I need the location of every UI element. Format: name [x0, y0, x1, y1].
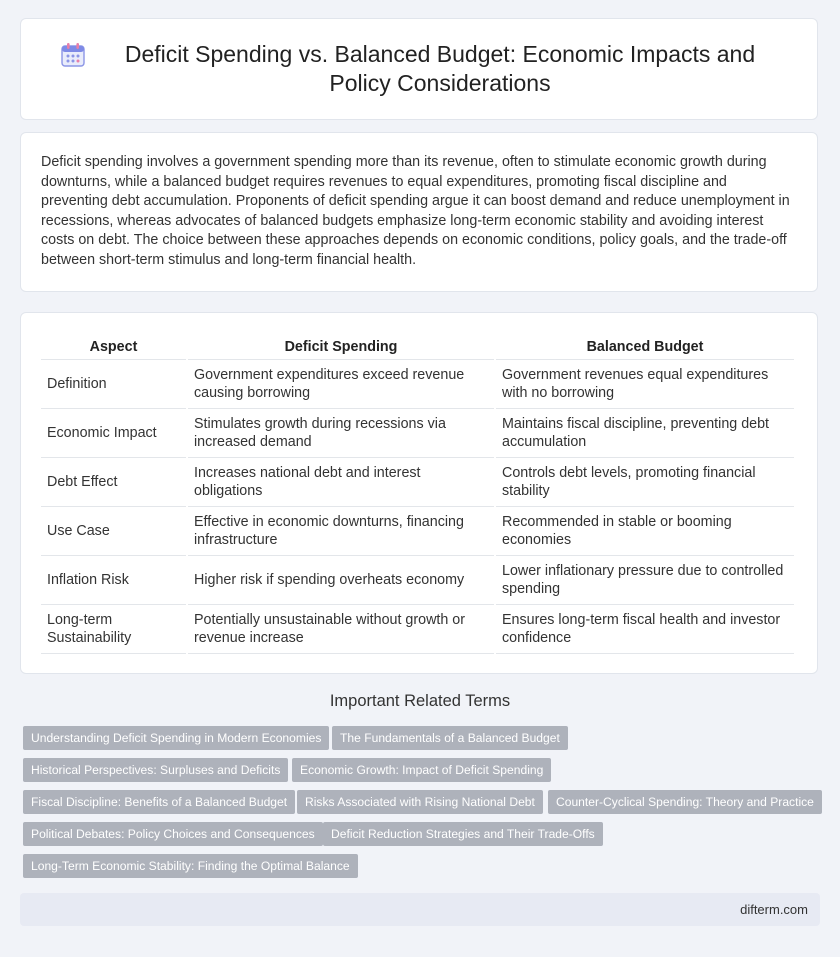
cell-deficit: Potentially unsustainable without growth or revenue increase	[188, 605, 494, 654]
header-card	[20, 18, 818, 120]
cell-balanced: Recommended in stable or booming economies	[496, 507, 794, 556]
table-row	[41, 507, 794, 556]
cell-aspect: Debt Effect	[41, 458, 186, 507]
related-term-tag[interactable]: Counter-Cyclical Spending: Theory and Practice	[548, 790, 822, 814]
comparison-card	[20, 312, 818, 674]
related-terms-title: Important Related Terms	[329, 692, 511, 710]
related-term-tag[interactable]: Risks Associated with Rising National Debt	[297, 790, 543, 814]
table-row	[41, 409, 794, 458]
cell-aspect: Economic Impact	[41, 409, 186, 458]
table-row	[41, 458, 794, 507]
table-header-row	[41, 333, 794, 360]
intro-card	[20, 132, 818, 292]
related-term-tag[interactable]: The Fundamentals of a Balanced Budget	[332, 726, 568, 750]
header-balanced-budget: Balanced Budget	[496, 333, 794, 360]
related-term-tag[interactable]: Long-Term Economic Stability: Finding the Optimal Balance	[23, 854, 358, 878]
cell-balanced: Government revenues equal expenditures with no borrowing	[496, 360, 794, 409]
cell-deficit: Stimulates growth during recessions via increased demand	[188, 409, 494, 458]
related-term-tag[interactable]: Historical Perspectives: Surpluses and Deficits	[23, 758, 288, 782]
cell-balanced: Lower inflationary pressure due to controlled spending	[496, 556, 794, 605]
cell-aspect: Inflation Risk	[41, 556, 186, 605]
related-term-tag[interactable]: Deficit Reduction Strategies and Their Trade-Offs	[323, 822, 603, 846]
related-term-tag[interactable]: Political Debates: Policy Choices and Consequences	[23, 822, 323, 846]
cell-balanced: Controls debt levels, promoting financial stability	[496, 458, 794, 507]
table-row	[41, 605, 794, 654]
page-title: Deficit Spending vs. Balanced Budget: Economic Impacts and Policy Considerations	[124, 41, 756, 96]
cell-deficit: Increases national debt and interest obligations	[188, 458, 494, 507]
footer-site[interactable]: difterm.com	[740, 902, 808, 917]
table-row	[41, 360, 794, 409]
cell-aspect: Long-term Sustainability	[41, 605, 186, 654]
related-term-tag[interactable]: Fiscal Discipline: Benefits of a Balanced Budget	[23, 790, 295, 814]
cell-aspect: Use Case	[41, 507, 186, 556]
related-term-tag[interactable]: Economic Growth: Impact of Deficit Spending	[292, 758, 551, 782]
cell-deficit: Higher risk if spending overheats economy	[188, 556, 494, 605]
comparison-table	[39, 333, 796, 654]
cell-deficit: Effective in economic downturns, financing infrastructure	[188, 507, 494, 556]
related-term-tag[interactable]: Understanding Deficit Spending in Modern Economies	[23, 726, 329, 750]
intro-paragraph: Deficit spending involves a government spending more than its revenue, often to stimulate economic growth during downturns, while a balanced budget requires revenues to equal expenditures, promoting fiscal discipline and preventing debt accumulation. Proponents of deficit spending argue it can boost demand and reduce unemployment in recessions, whereas advocates of balanced budgets emphasize long-term economic stability and avoiding interest costs on debt. The choice between these approaches depends on economic conditions, policy goals, and the trade-off between short-term stimulus and long-term financial health.	[41, 154, 790, 268]
header-aspect: Aspect	[41, 333, 186, 360]
cell-aspect: Definition	[41, 360, 186, 409]
cell-balanced: Ensures long-term fiscal health and investor confidence	[496, 605, 794, 654]
header-deficit-spending: Deficit Spending	[188, 333, 494, 360]
table-row	[41, 556, 794, 605]
footer	[20, 893, 820, 926]
calendar-icon	[59, 41, 87, 69]
cell-balanced: Maintains fiscal discipline, preventing debt accumulation	[496, 409, 794, 458]
cell-deficit: Government expenditures exceed revenue causing borrowing	[188, 360, 494, 409]
